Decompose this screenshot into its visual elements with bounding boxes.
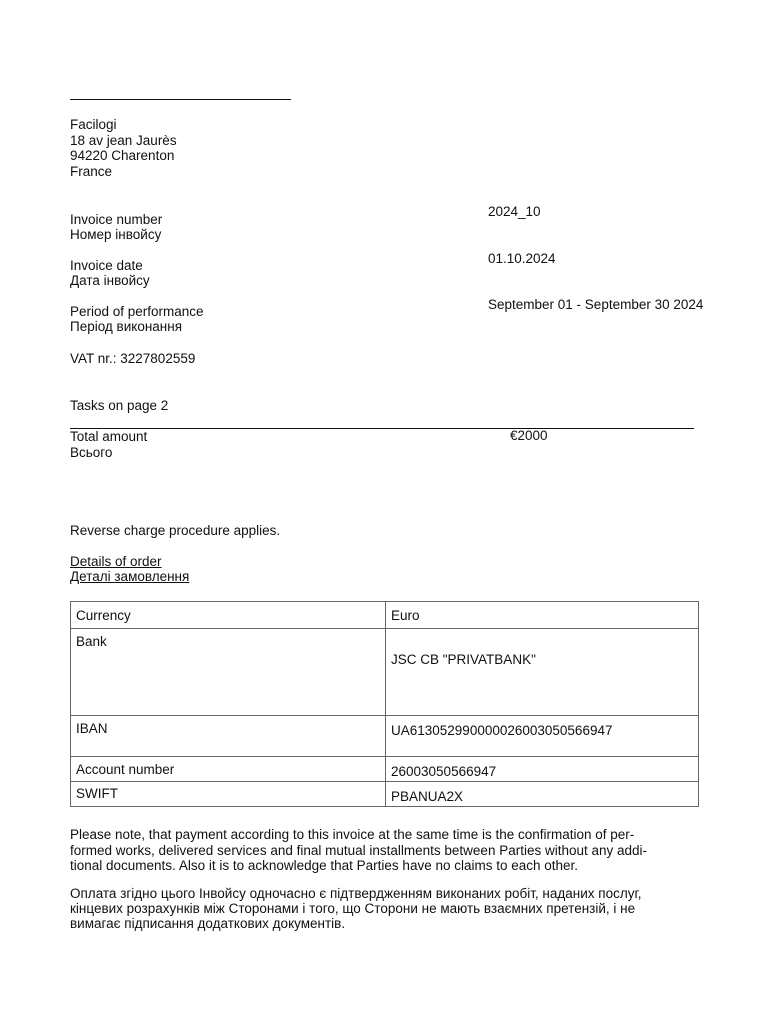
period-value: September 01 - September 30 2024 xyxy=(488,297,704,312)
total-amount: €2000 xyxy=(510,428,548,443)
invoice-date-value: 01.10.2024 xyxy=(488,251,556,266)
invoice-number-label: Invoice number xyxy=(70,212,163,227)
payment-note-en-line-2: formed works, delivered services and final mutual installments between Parties without any addi- xyxy=(70,843,648,858)
bank-label: Bank xyxy=(71,629,386,716)
bank-value: JSC CB "PRIVATBANK" xyxy=(386,629,699,716)
payment-note-en-line-1: Please note, that payment according to this invoice at the same time is the confirmation of per- xyxy=(70,827,635,842)
currency-label: Currency xyxy=(71,602,386,629)
period-label: Period of performance xyxy=(70,304,204,319)
account-number-value: 26003050566947 xyxy=(386,757,699,782)
table-row xyxy=(71,602,699,629)
vat-number: VAT nr.: 3227802559 xyxy=(70,351,196,366)
table-row xyxy=(71,757,699,782)
tasks-note: Tasks on page 2 xyxy=(70,398,169,413)
payment-note-uk-line-3: вимагає підписання додаткових документів. xyxy=(70,916,346,931)
total-label: Total amount xyxy=(70,429,148,444)
table-row xyxy=(71,716,699,757)
table-row xyxy=(71,782,699,807)
total-divider xyxy=(70,428,694,429)
payment-note-uk-line-2: кінцевих розрахунків між Сторонами і того, що Сторони не мають взаємних претензій, і не xyxy=(70,901,636,916)
invoice-date-label-uk: Дата інвойсу xyxy=(70,273,150,288)
account-number-label: Account number xyxy=(71,757,386,782)
seller-name: Facilogi xyxy=(70,117,117,132)
table-row xyxy=(71,629,699,716)
iban-value: UA613052990000026003050566947 xyxy=(386,716,699,757)
swift-label: SWIFT xyxy=(71,782,386,807)
seller-country: France xyxy=(70,164,113,179)
swift-value: PBANUA2X xyxy=(386,782,699,807)
invoice-date-label: Invoice date xyxy=(70,258,143,273)
seller-street: 18 av jean Jaurès xyxy=(70,133,177,148)
payment-note-uk-line-1: Оплата згідно цього Інвойсу одночасно є підтвердженням виконаних робіт, наданих послуг, xyxy=(70,886,642,901)
invoice-number-label-uk: Номер інвойсу xyxy=(70,227,162,242)
order-details-table xyxy=(70,601,699,807)
iban-label: IBAN xyxy=(71,716,386,757)
total-label-uk: Всього xyxy=(70,445,113,460)
signature-line xyxy=(70,99,291,100)
payment-note-en-line-3: tional documents. Also it is to acknowledge that Parties have no claims to each other. xyxy=(70,858,579,873)
invoice-number-value: 2024_10 xyxy=(488,204,541,219)
seller-city: 94220 Charenton xyxy=(70,148,175,163)
reverse-charge-note: Reverse charge procedure applies. xyxy=(70,523,281,538)
currency-value: Euro xyxy=(386,602,699,629)
period-label-uk: Період виконання xyxy=(70,319,183,334)
details-heading-uk: Деталі замовлення xyxy=(70,569,190,584)
details-heading: Details of order xyxy=(70,554,162,569)
